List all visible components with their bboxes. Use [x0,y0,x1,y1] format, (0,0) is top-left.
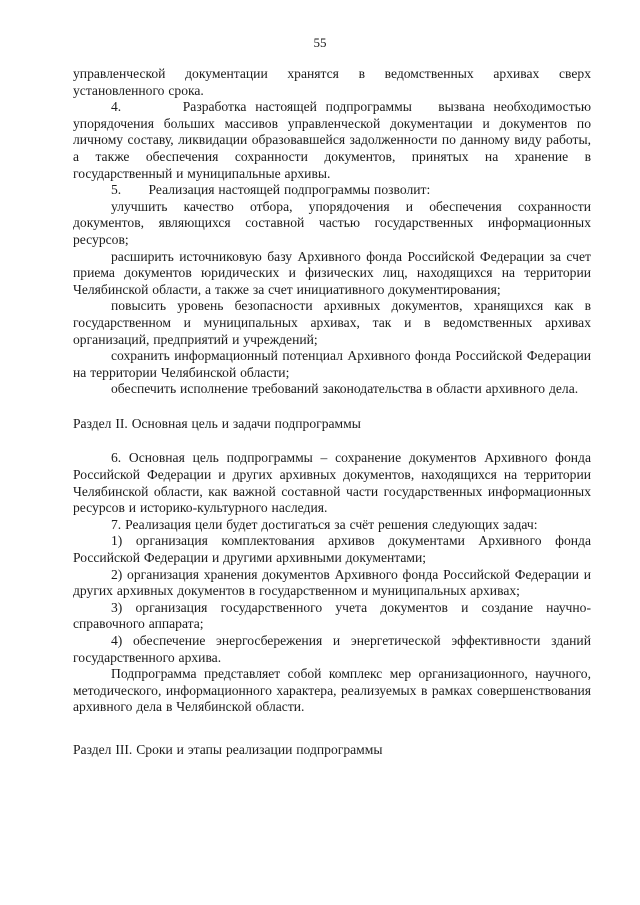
paragraph-item-7: 7. Реализация цели будет достигаться за счёт решения следующих задач: [111,516,538,532]
paragraph-task-2: 2) организация хранения документов Архивного фонда Российской Федерации и других архивных документов в государственном и муниципальных архивах; [73,566,591,599]
paragraph-complex-measures: Подпрограмма представляет собой комплекс мер организационного, научного, методического, информационного характера, реализуемых в рамках совершенствования архивного дела в Челябинской области. [73,666,591,715]
paragraph-raise-security: повысить уровень безопасности архивных документов, хранящихся как в государственном и муниципальных архивах, так и в ведомственных архивах организаций, предприятий и учреждений; [73,298,591,347]
paragraph-item-6: 6. Основная цель подпрограммы – сохранение документов Архивного фонда Российской Федерации и других архивных документов, находящихся на территории Челябинской области, как важной составной части государственных информационных ресурсов и историко-культурного наследия. [73,450,591,516]
paragraph-preserve-potential: сохранить информационный потенциал Архивного фонда Российской Федерации на территории Челябинской области; [73,348,591,380]
paragraph-improve-quality: улучшить качество отбора, упорядочения и обеспечения сохранности документов, являющихся составной частью государственных информационных ресурсов; [73,198,591,247]
paragraph-item-4: 4. Разработка настоящей подпрограммы вызвана необходимостью упорядочения больших массивов управленческой документации и документов по личному составу, ликвидации образовавшейся задолженности по данному виду работы, а также обеспечения сохранности документов, принятых на хранение в государственный и муниципальные архивы. [73,99,591,181]
paragraph-ensure-compliance: обеспечить исполнение требований законодательства в области архивного дела. [111,381,579,397]
paragraph-task-4: 4) обеспечение энергосбережения и энергетической эффективности зданий государственного архива. [73,633,591,665]
paragraph-item-5: 5. Реализация настоящей подпрограммы позволит: [111,182,431,198]
paragraph-task-1: 1) организация комплектования архивов документами Архивного фонда Российской Федерации и другими архивными документами; [73,533,591,566]
paragraph-task-3: 3) организация государственного учета документов и создание научно-справочного аппарата; [73,599,591,632]
paragraph-expand-base: расширить источниковую базу Архивного фонда Российской Федерации за счет приема документов юридических и физических лиц, находящихся на территории Челябинской области, а также за счет инициативного документирования; [73,248,591,297]
document-body [73,66,591,759]
section-heading-2: Раздел II. Основная цель и задачи подпрограммы [73,415,361,431]
page-number: 55 [313,35,327,50]
section-heading-3: Раздел III. Сроки и этапы реализации подпрограммы [73,741,383,757]
paragraph-continuation: управленческой документации хранятся в ведомственных архивах сверх установленного срока. [73,66,591,98]
